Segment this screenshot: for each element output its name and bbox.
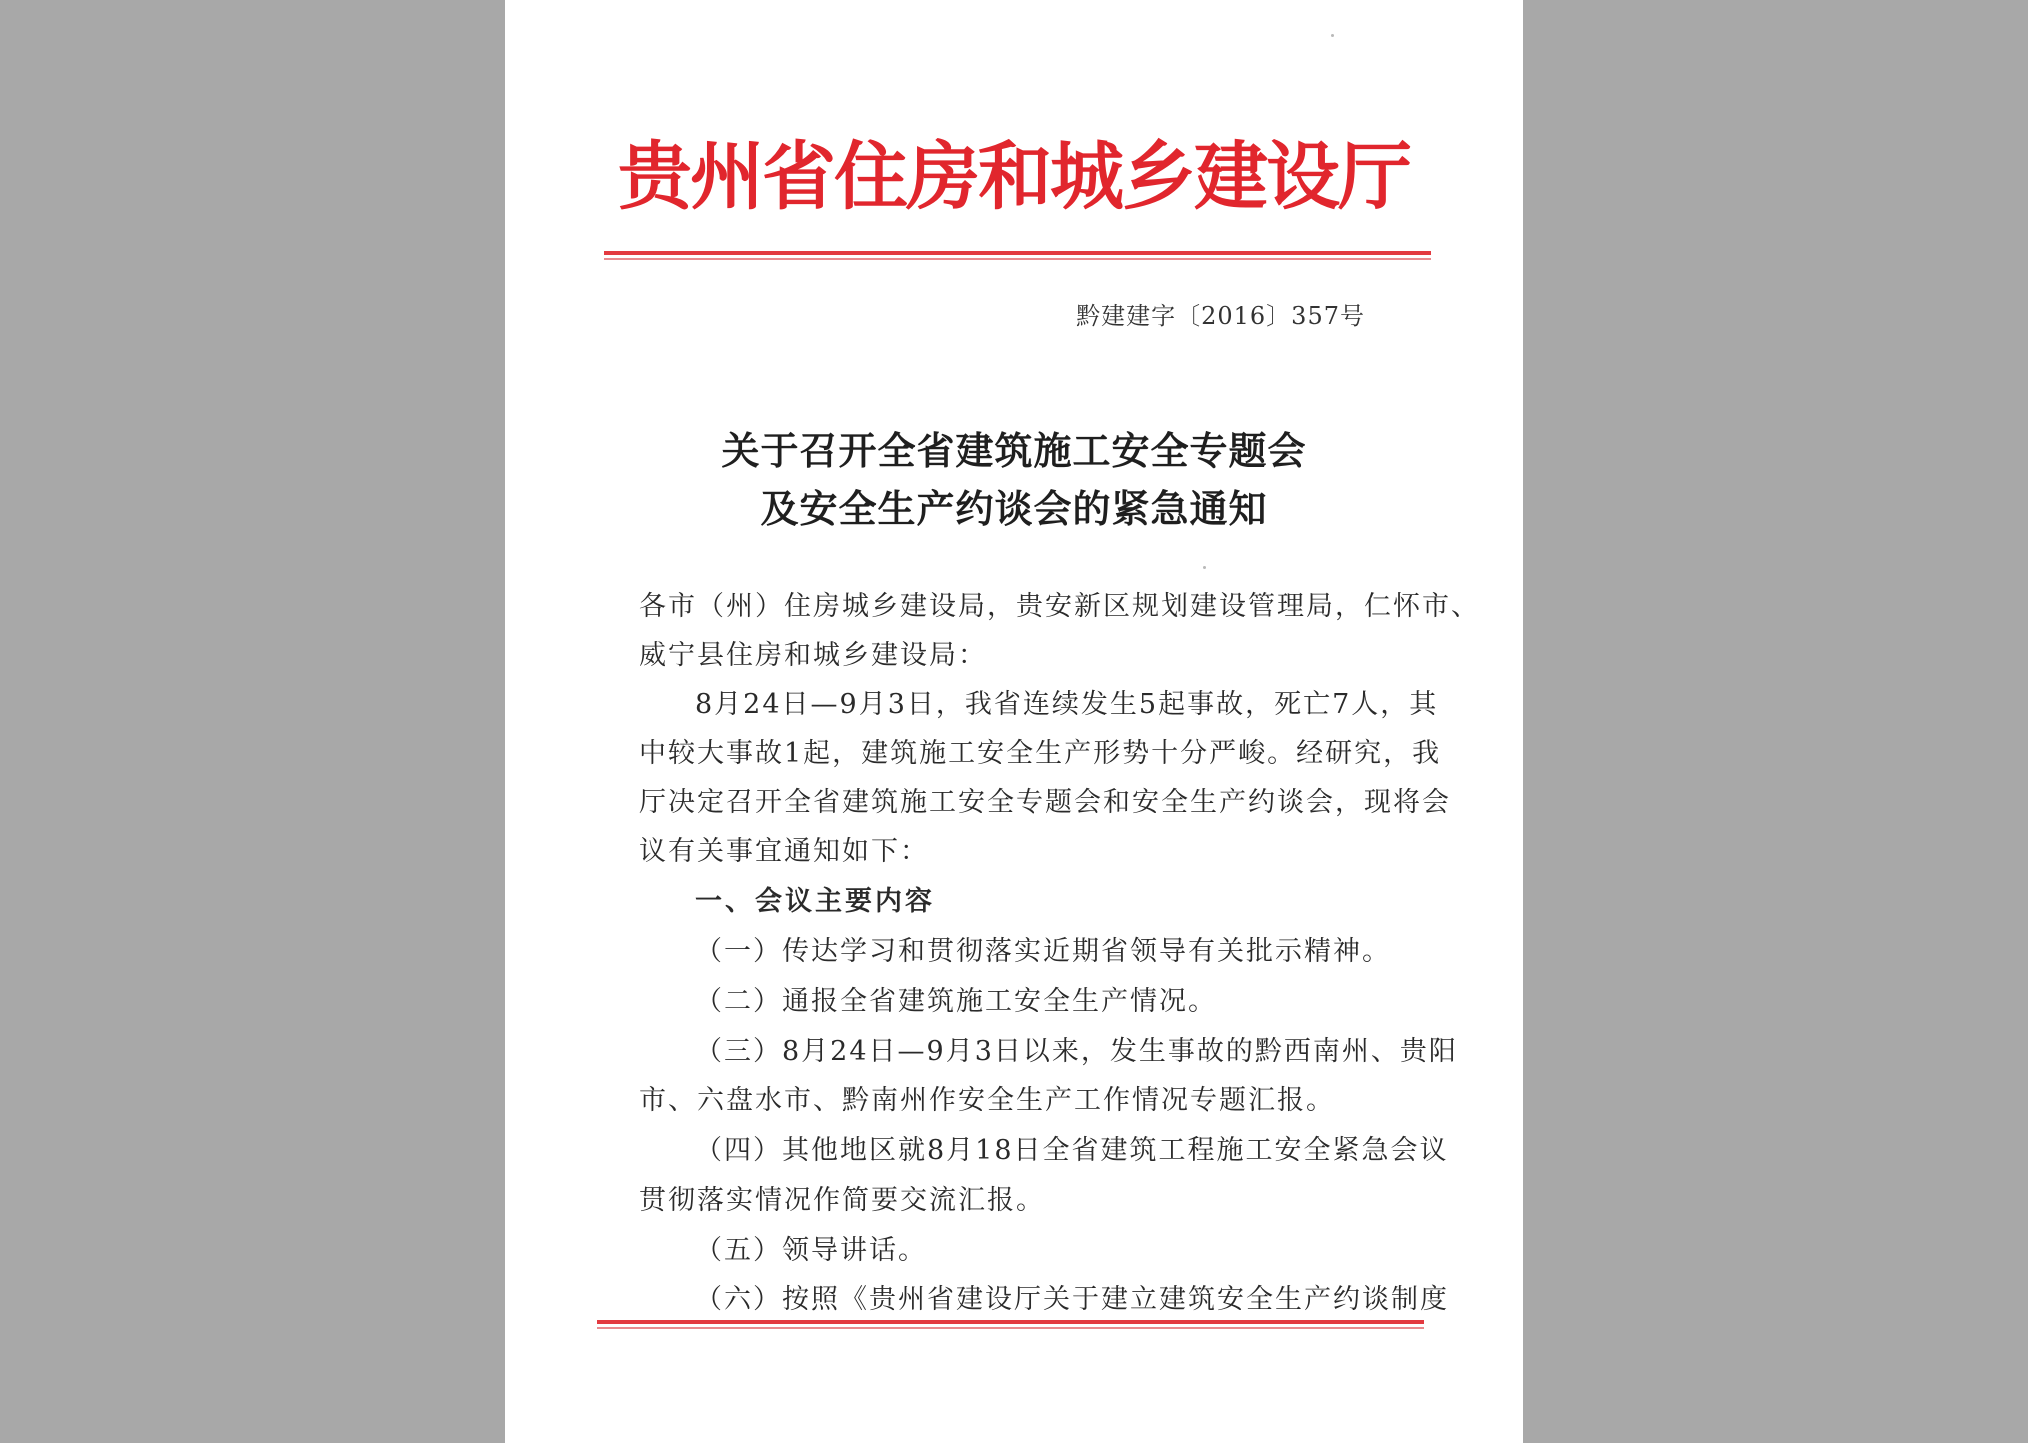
body-paragraph-line: 议有关事宜通知如下： [639, 836, 929, 867]
list-item: （五）领导讲话。 [695, 1235, 927, 1266]
document-title-line: 关于召开全省建筑施工安全专题会 [721, 428, 1307, 473]
list-item: （四）其他地区就8月18日全省建筑工程施工安全紧急会议 [695, 1135, 1449, 1166]
body-paragraph-line: 厅决定召开全省建筑施工安全专题会和安全生产约谈会，现将会 [639, 787, 1451, 818]
list-item: （二）通报全省建筑施工安全生产情况。 [695, 986, 1217, 1017]
body-paragraph-line: 8月24日—9月3日，我省连续发生5起事故，死亡7人，其 [695, 689, 1439, 720]
scan-speck [1203, 566, 1206, 569]
list-item-continuation: 市、六盘水市、黔南州作安全生产工作情况专题汇报。 [639, 1085, 1335, 1116]
header-red-rule [604, 251, 1431, 260]
footer-red-rule [597, 1320, 1424, 1329]
body-paragraph-line: 中较大事故1起，建筑施工安全生产形势十分严峻。经研究，我 [639, 738, 1442, 769]
document-number: 黔建建字〔2016〕357号 [1076, 302, 1365, 330]
list-item: （一）传达学习和贯彻落实近期省领导有关批示精神。 [695, 936, 1391, 967]
list-item-continuation: 贯彻落实情况作简要交流汇报。 [639, 1185, 1045, 1216]
list-item: （六）按照《贵州省建设厅关于建立建筑安全生产约谈制度 [695, 1284, 1449, 1315]
scan-speck [1331, 34, 1334, 37]
agency-header: 贵州省住房和城乡建设厅 [618, 134, 1410, 220]
document-page [505, 0, 1523, 1443]
document-title-line: 及安全生产约谈会的紧急通知 [760, 486, 1268, 531]
list-item: （三）8月24日—9月3日以来，发生事故的黔西南州、贵阳 [695, 1036, 1458, 1067]
addressee-line: 威宁县住房和城乡建设局： [639, 640, 987, 671]
addressee-line: 各市（州）住房城乡建设局，贵安新区规划建设管理局，仁怀市、 [639, 591, 1480, 622]
section-heading: 一、会议主要内容 [695, 886, 935, 917]
